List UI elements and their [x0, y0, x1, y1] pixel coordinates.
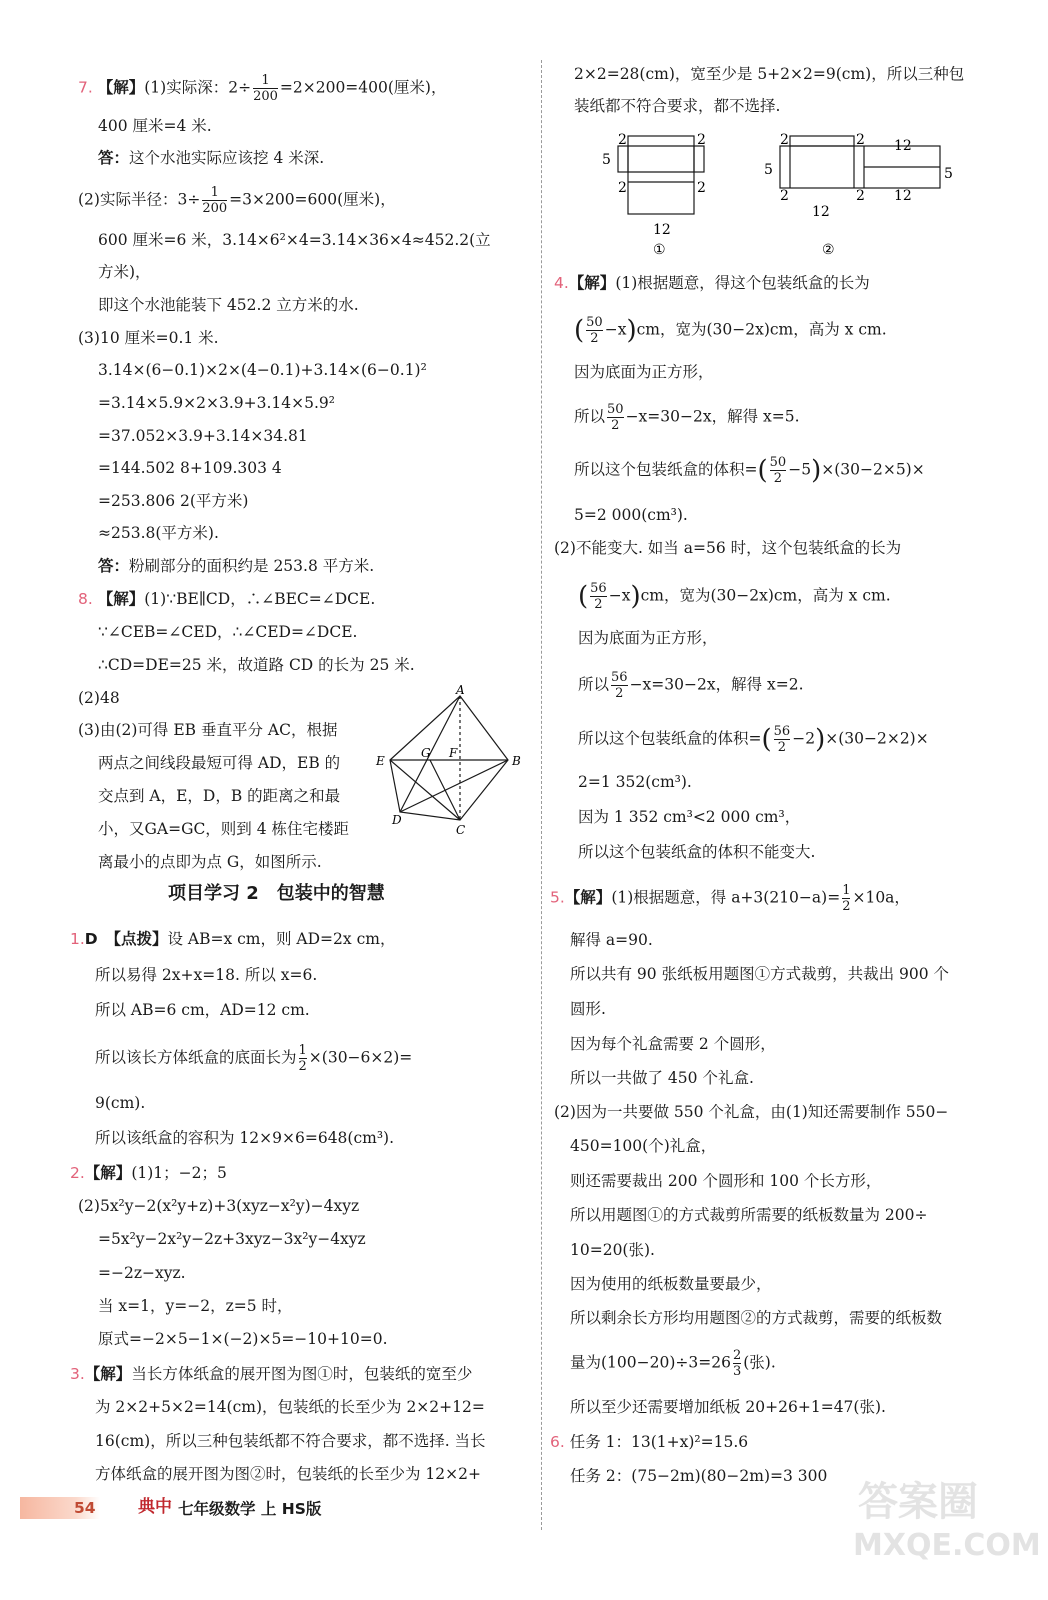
q8-line-5: (3)由(2)可得 EB 垂直平分 AC，根据 — [78, 721, 338, 739]
q7-line-2: 400 厘米=4 米. — [98, 117, 212, 135]
q7-line-12: =144.502 8+109.303 4 — [98, 459, 282, 477]
q7-line-6: 方米)， — [98, 263, 151, 281]
q8-line-4: (2)48 — [78, 689, 120, 707]
q2-line-1: 2.【解】(1)1；−2；5 — [70, 1164, 227, 1182]
section-title: 项目学习 2 包装中的智慧 — [168, 883, 385, 904]
svg-text:5: 5 — [764, 162, 773, 178]
fraction: $\frac{1}{200}$ — [202, 185, 228, 216]
q7-line-5: 600 厘米=6 米，3.14×6²×4=3.14×36×4≈452.2(立 — [98, 231, 491, 249]
svg-text:2: 2 — [618, 132, 627, 148]
q8-line-6: 两点之间线段最短可得 AD，EB 的 — [98, 754, 341, 772]
page-number: 54 — [74, 1499, 96, 1517]
q8-line-8: 小，又GA=GC，则到 4 栋住宅楼距 — [98, 820, 350, 838]
brand-logo: 典中 — [138, 1497, 172, 1517]
fraction: $\frac{1}{200}$ — [253, 73, 278, 104]
point-label-f: F — [449, 746, 458, 760]
fraction: $\frac{1}{2}$ — [298, 1043, 307, 1074]
point-label-g: G — [421, 746, 431, 760]
q7-line-14: ≈253.8(平方米). — [98, 524, 219, 542]
q5-line-10: 所以用题图①的方式裁剪所需要的纸板数量为 200÷ — [570, 1206, 928, 1224]
q4-line-9: 因为底面为正方形， — [578, 629, 718, 647]
q5-line-11: 10=20(张). — [570, 1241, 655, 1259]
q2-line-3: =5x²y−2x²y−2z+3xyz−3x²y−4xyz — [98, 1230, 366, 1248]
svg-text:②: ② — [822, 242, 835, 258]
q7-line-4: (2)实际半径：3÷ $\frac{1}{200}$ =3×200=600(厘米)， — [78, 185, 396, 216]
q8-line-2: ∵∠CEB=∠CED，∴∠CED=∠DCE. — [98, 623, 358, 641]
q7-line-9: 3.14×(6−0.1)×2×(4−0.1)+3.14×(6−0.1)² — [98, 361, 427, 379]
q4-line-7: (2)不能变大. 如当 a=56 时，这个包装纸盒的长为 — [554, 539, 902, 557]
q8-line-3: ∴CD=DE=25 米，故道路 CD 的长为 25 米. — [98, 656, 415, 674]
svg-text:2: 2 — [856, 132, 865, 148]
point-label-a: A — [456, 684, 465, 697]
point-label-c: C — [456, 823, 466, 834]
q5-line-7: (2)因为一共要做 550 个礼盒，由(1)知还需要制作 550− — [554, 1103, 949, 1121]
svg-text:2: 2 — [618, 180, 627, 196]
q2-line-6: 原式=−2×5−1×(−2)×5=−10+10=0. — [98, 1330, 388, 1348]
q7-line-15: 答：粉刷部分的面积约是 253.8 平方米. — [98, 557, 375, 575]
q3-continued-line-1: 2×2=28(cm)，宽至少是 5+2×2=9(cm)，所以三种包 — [574, 65, 965, 83]
q6-line-2: 任务 2：(75−2m)(80−2m)=3 300 — [570, 1467, 828, 1485]
q4-line-10: 所以 $\frac{56}{2}$ −x=30−2x，解得 x=2. — [578, 670, 804, 701]
q4-line-11: 所以这个包装纸盒的体积=( $\frac{56}{2}$ −2)×(30−2×2)× — [578, 724, 929, 755]
q7-line-7: 即这个水池能装下 452.2 立方米的水. — [98, 296, 359, 314]
svg-text:5: 5 — [944, 166, 953, 182]
point-label-e: E — [376, 754, 385, 768]
q4-line-2: ( $\frac{50}{2}$ −x)cm，宽为(30−2x)cm，高为 x cm. — [574, 315, 887, 346]
q1-line-2: 所以易得 2x+x=18. 所以 x=6. — [95, 966, 318, 984]
q3-line-2: 为 2×2+5×2=14(cm)，包装纸的长至少为 2×2+12= — [95, 1398, 485, 1416]
svg-text:12: 12 — [894, 188, 912, 204]
svg-text:5: 5 — [602, 152, 611, 168]
q4-line-3: 因为底面为正方形， — [574, 363, 714, 381]
q1-line-4: 所以该长方体纸盒的底面长为 $\frac{1}{2}$ ×(30−6×2)= — [95, 1043, 413, 1074]
q3-line-4: 方体纸盒的展开图为图②时，包装纸的长至少为 12×2+ — [95, 1465, 481, 1483]
q5-line-12: 因为使用的纸板数量要最少， — [570, 1275, 772, 1293]
q4-line-14: 所以这个包装纸盒的体积不能变大. — [578, 843, 816, 861]
geometry-figure — [374, 684, 524, 834]
svg-text:①: ① — [653, 242, 666, 258]
box-net-figure-2 — [758, 130, 958, 260]
q7-line-8: (3)10 厘米=0.1 米. — [78, 329, 219, 347]
q1-line-6: 所以该纸盒的容积为 12×9×6=648(cm³). — [95, 1129, 395, 1147]
q1-line-1: 1.D 【点拨】设 AB=x cm，则 AD=2x cm， — [70, 930, 396, 948]
q8-line-7: 交点到 A，E，D，B 的距离之和最 — [98, 787, 341, 805]
q5-line-6: 所以一共做了 450 个礼盒. — [570, 1069, 754, 1087]
svg-text:2: 2 — [780, 188, 789, 204]
q8-line-1: 8. 【解】(1)∵BE∥CD，∴∠BEC=∠DCE. — [78, 590, 376, 608]
q4-line-13: 因为 1 352 cm³<2 000 cm³， — [578, 808, 801, 826]
q5-line-4: 圆形. — [570, 1000, 606, 1018]
q5-line-15: 所以至少还需要增加纸板 20+26+1=47(张). — [570, 1398, 886, 1416]
q5-line-3: 所以共有 90 张纸板用题图①方式裁剪，共裁出 900 个 — [570, 965, 950, 983]
q7-line-11: =37.052×3.9+3.14×34.81 — [98, 427, 308, 445]
q7-line-10: =3.14×5.9×2×3.9+3.14×5.9² — [98, 394, 335, 412]
q1-line-3: 所以 AB=6 cm，AD=12 cm. — [95, 1001, 310, 1019]
q4-line-5: 所以这个包装纸盒的体积=( $\frac{50}{2}$ −5)×(30−2×5)× — [574, 455, 925, 486]
q2-line-2: (2)5x²y−2(x²y+z)+3(xyz−x²y)−4xyz — [78, 1197, 360, 1215]
q6-line-1: 6. 任务 1：13(1+x)²=15.6 — [550, 1433, 749, 1451]
q4-line-8: ( $\frac{56}{2}$ −x)cm，宽为(30−2x)cm，高为 x cm. — [578, 581, 891, 612]
q3-continued-line-2: 装纸都不符合要求，都不选择. — [574, 97, 781, 115]
q7-line-1: 7. 【解】(1)实际深：2÷ $\frac{1}{200}$ =2×200=400(厘米)， — [78, 73, 447, 104]
svg-text:2: 2 — [780, 132, 789, 148]
svg-text:2: 2 — [697, 180, 706, 196]
q7-line-3: 答：这个水池实际应该挖 4 米深. — [98, 149, 325, 167]
q3-line-1: 3.【解】当长方体纸盒的展开图为图①时，包装纸的宽至少 — [70, 1365, 473, 1383]
watermark-url: MXQE.COM — [853, 1528, 1041, 1563]
q4-line-1: 4.【解】(1)根据题意，得这个包装纸盒的长为 — [554, 274, 870, 292]
point-label-d: D — [392, 813, 402, 827]
q2-line-4: =−2z−xyz. — [98, 1264, 186, 1282]
q5-line-5: 因为每个礼盒需要 2 个圆形， — [570, 1035, 776, 1053]
q4-line-4: 所以 $\frac{50}{2}$ −x=30−2x，解得 x=5. — [574, 402, 800, 433]
watermark-logo: 答案圈 — [858, 1479, 978, 1525]
q8-line-9: 离最小的点即为点 G，如图所示. — [98, 853, 322, 871]
q1-line-5: 9(cm). — [95, 1094, 146, 1112]
column-divider — [541, 60, 542, 1530]
svg-text:2: 2 — [856, 188, 865, 204]
svg-text:12: 12 — [812, 204, 830, 220]
svg-text:12: 12 — [894, 138, 912, 154]
q7-line-13: =253.806 2(平方米) — [98, 492, 249, 510]
q5-line-13: 所以剩余长方形均用题图②的方式裁剪，需要的纸板数 — [570, 1309, 943, 1327]
q4-line-12: 2=1 352(cm³). — [578, 773, 692, 791]
q3-line-3: 16(cm)，所以三种包装纸都不符合要求，都不选择. 当长 — [95, 1432, 486, 1450]
q2-line-5: 当 x=1，y=−2，z=5 时， — [98, 1297, 293, 1315]
q5-line-8: 450=100(个)礼盒， — [570, 1137, 717, 1155]
box-net-figure-1 — [598, 130, 728, 260]
q5-line-9: 则还需要裁出 200 个圆形和 100 个长方形， — [570, 1172, 882, 1190]
svg-text:12: 12 — [653, 222, 671, 238]
q5-line-1: 5.【解】(1)根据题意，得 a+3(210−a)= $\frac{1}{2}$ ×10a， — [550, 883, 910, 914]
q5-line-2: 解得 a=90. — [570, 931, 653, 949]
point-label-b: B — [512, 754, 521, 768]
svg-text:2: 2 — [697, 132, 706, 148]
q5-line-14: 量为(100−20)÷3=26 $\frac{2}{3}$ (张). — [570, 1348, 776, 1379]
q4-line-6: 5=2 000(cm³). — [574, 506, 688, 524]
book-title: 七年级数学 上 HS版 — [178, 1500, 322, 1518]
